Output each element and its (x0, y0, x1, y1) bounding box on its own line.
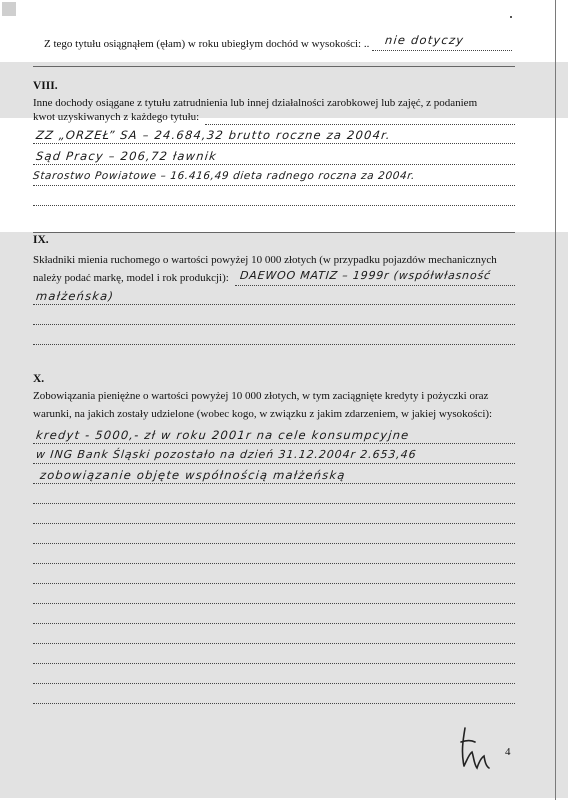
dotted-line (235, 284, 515, 286)
section-x-text-line1: Zobowiązania pieniężne o wartości powyżej 10 000 złotych, w tym zaciągnięte kredyty i pożyczki oraz (33, 390, 489, 402)
dotted-line (33, 522, 515, 524)
section-x-entry: w ING Bank Śląski pozostało na dzień 31.12.2004r 2.653,46 (35, 448, 418, 461)
dotted-line (33, 502, 515, 504)
dotted-line (33, 482, 515, 484)
section-viii-text-line1: Inne dochody osiągane z tytułu zatrudnienia lub innej działalności zarobkowej lub zajęć, z podaniem (33, 97, 478, 109)
dotted-line (33, 662, 515, 664)
section-x-entry: zobowiązanie objęte współnością małżeńską (39, 468, 347, 482)
income-value-handwritten: nie dotyczy (384, 33, 465, 47)
dotted-line (33, 163, 515, 165)
income-prefix-text: Z tego tytułu osiągnąłem (ęłam) w roku ubiegłym dochód w wysokości: .. (44, 38, 370, 50)
section-viii-heading: VIII. (33, 80, 58, 92)
dotted-line (33, 184, 515, 186)
section-divider (33, 66, 515, 67)
section-ix-entry: małżeńska) (35, 289, 115, 303)
scan-edge-line (555, 0, 556, 800)
section-ix-entry: DAEWOO MATIZ – 1999r (współwłasność (239, 269, 492, 282)
dotted-line (33, 303, 515, 305)
dotted-line (33, 562, 515, 564)
scan-shade-band (0, 232, 568, 798)
section-viii-entry: Starostwo Powiatowe – 16.416,49 dieta radnego roczna za 2004r. (32, 170, 416, 182)
section-viii-entry: Sąd Pracy – 206,72 ławnik (35, 149, 218, 163)
scan-speck (2, 2, 16, 16)
section-ix-heading: IX. (33, 234, 49, 246)
dotted-line (33, 582, 515, 584)
section-ix-text-line2: należy podać markę, model i rok produkcji): (33, 272, 229, 284)
dotted-line (33, 702, 515, 704)
dotted-line (33, 442, 515, 444)
section-viii-text-line2: kwot uzyskiwanych z każdego tytułu: (33, 111, 200, 123)
dotted-line (33, 682, 515, 684)
section-x-heading: X. (33, 373, 45, 385)
dotted-line (33, 204, 515, 206)
dotted-line (33, 542, 515, 544)
section-viii-entry: ZZ „ORZEŁ” SA – 24.684,32 brutto roczne za 2004r. (35, 128, 392, 142)
section-x-text-line2: warunki, na jakich zostały udzielone (wobec kogo, w związku z jakim zdarzeniem, w jakiej wysokości): (33, 408, 493, 420)
dotted-line (33, 602, 515, 604)
section-x-entry: kredyt - 5000,- zł w roku 2001r na cele konsumpcyjne (35, 428, 411, 442)
income-dotted-line (372, 49, 512, 51)
dotted-line (33, 343, 515, 345)
dotted-line (33, 462, 515, 464)
page-number: 4 (505, 746, 511, 758)
section-divider (33, 232, 515, 233)
section-ix-text-line1: Składniki mienia ruchomego o wartości powyżej 10 000 złotych (w przypadku pojazdów mechanicznych (33, 254, 497, 266)
dotted-line (33, 142, 515, 144)
dotted-line (33, 323, 515, 325)
dotted-line (205, 123, 515, 125)
signature (455, 722, 505, 774)
scan-speck (510, 16, 512, 18)
dotted-line (33, 622, 515, 624)
dotted-line (33, 642, 515, 644)
